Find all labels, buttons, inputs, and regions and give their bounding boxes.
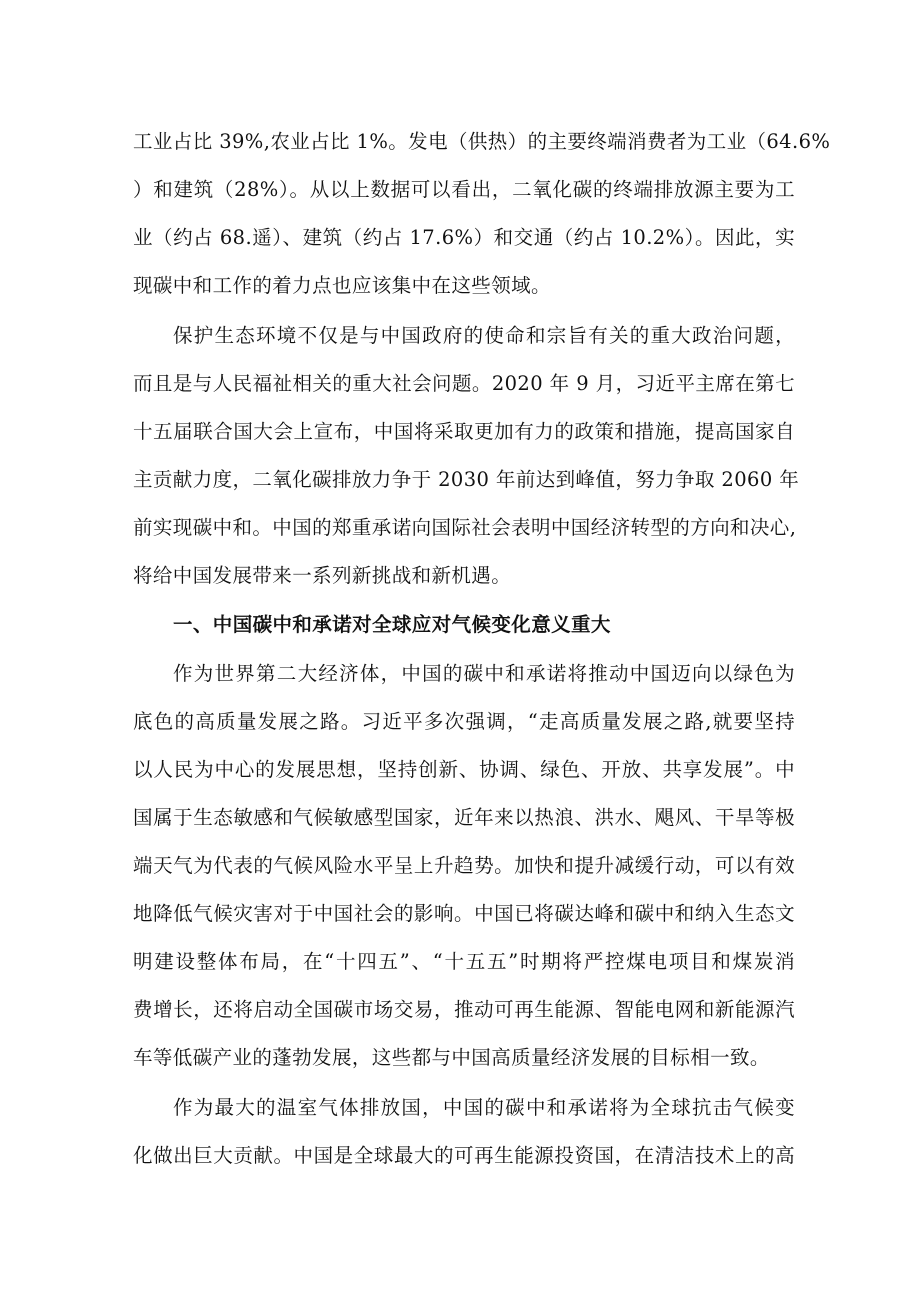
paragraph-line: 将给中国发展带来一系列新挑战和新机遇。 [133, 564, 512, 587]
paragraph-line: 主贡献力度，二氧化碳排放力争于 2030 年前达到峰值，努力争取 2060 年 [133, 468, 800, 491]
paragraph-line: 地降低气候灾害对于中国社会的影响。中国已将碳达峰和碳中和纳入生态文 [133, 902, 795, 925]
paragraph-line: 端天气为代表的气候风险水平呈上升趋势。加快和提升减缓行动，可以有效 [133, 854, 795, 877]
paragraph-line: 化做出巨大贡献。中国是全球最大的可再生能源投资国，在清洁技术上的高 [133, 1144, 795, 1167]
paragraph-line: 明建设整体布局，在“十四五”、“十五五”时期将严控煤电项目和煤炭消 [133, 950, 795, 973]
paragraph-line: 以人民为中心的发展思想，坚持创新、协调、绿色、开放、共享发展”。中 [133, 758, 795, 781]
paragraph-line: 作为世界第二大经济体，中国的碳中和承诺将推动中国迈向以绿色为 [173, 662, 795, 685]
paragraph-line: 底色的高质量发展之路。习近平多次强调，“走高质量发展之路,就要坚持 [133, 710, 795, 733]
paragraph-line: 保护生态环境不仅是与中国政府的使命和宗旨有关的重大政治问题， [173, 324, 795, 347]
paragraph-line: 作为最大的温室气体排放国，中国的碳中和承诺将为全球抗击气候变 [173, 1096, 795, 1119]
paragraph-line: 费增长，还将启动全国碳市场交易，推动可再生能源、智能电网和新能源汽 [133, 998, 795, 1021]
paragraph-line: 前实现碳中和。中国的郑重承诺向国际社会表明中国经济转型的方向和决心, [133, 516, 797, 539]
paragraph-line: 国属于生态敏感和气候敏感型国家，近年来以热浪、洪水、飓风、干旱等极 [133, 806, 795, 829]
paragraph-line: 现碳中和工作的着力点也应该集中在这些领域。 [133, 274, 551, 297]
paragraph-line: 工业占比 39%,农业占比 1%。发电（供热）的主要终端消费者为工业（64.6% [133, 130, 831, 153]
paragraph-line: 而且是与人民福祉相关的重大社会问题。2020 年 9 月，习近平主席在第七 [133, 372, 795, 395]
paragraph-line: ）和建筑（28%）。从以上数据可以看出，二氧化碳的终端排放源主要为工 [133, 178, 795, 201]
paragraph-line: 车等低碳产业的蓬勃发展，这些都与中国高质量经济发展的目标相一致。 [133, 1046, 770, 1069]
paragraph-line: 业（约占 68.遥）、建筑（约占 17.6%）和交通（约占 10.2%）。因此，实 [133, 226, 795, 249]
section-heading: 一、中国碳中和承诺对全球应对气候变化意义重大 [173, 613, 611, 636]
paragraph-line: 十五届联合国大会上宣布，中国将采取更加有力的政策和措施，提高国家自 [133, 420, 795, 443]
